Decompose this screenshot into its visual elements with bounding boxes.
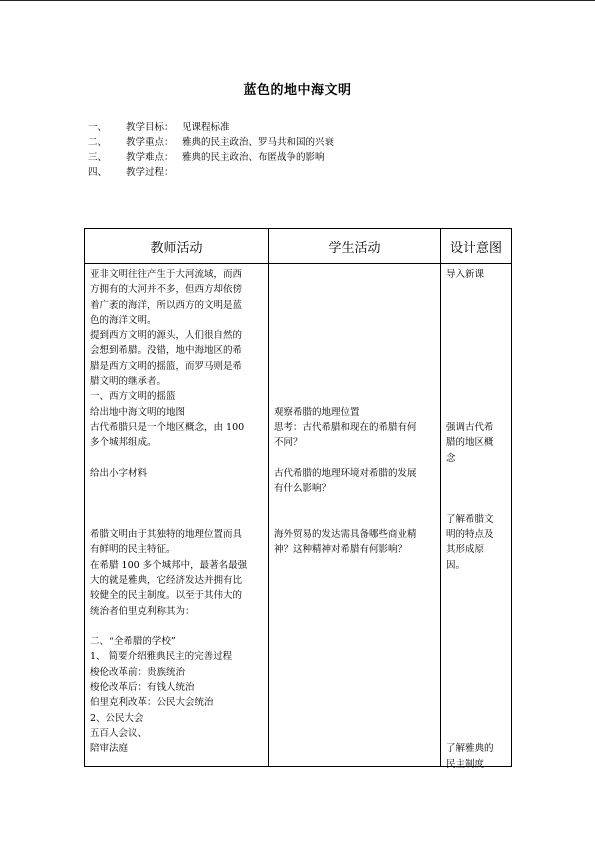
text-line: 多个城邦组成。 bbox=[90, 437, 157, 449]
text-line: 梭伦改革前：贵族统治 bbox=[90, 666, 186, 678]
text-line: 观察希腊的地理位置 bbox=[274, 406, 360, 418]
text-line: 一、西方文明的摇篮 bbox=[90, 391, 176, 403]
blank-line bbox=[446, 343, 510, 358]
blank-line bbox=[446, 695, 510, 710]
blank-line bbox=[446, 313, 510, 328]
lesson-outline bbox=[88, 120, 334, 180]
blank-line bbox=[274, 267, 438, 282]
blank-line bbox=[274, 512, 438, 527]
blank-line bbox=[90, 451, 266, 466]
text-line: 2、公民大会 bbox=[90, 712, 144, 724]
text-line: 陪审法庭 bbox=[90, 743, 129, 755]
text-line: 1、 简要介绍雅典民主的完善过程 bbox=[90, 651, 233, 663]
outline-label: 教学过程： bbox=[126, 167, 174, 178]
text-line: 色的海洋文明。 bbox=[90, 314, 157, 326]
blank-line bbox=[90, 619, 266, 634]
text-line: 腊文明的继承者。 bbox=[90, 376, 167, 388]
outline-number: 二、 bbox=[88, 137, 108, 148]
outline-item bbox=[88, 120, 334, 135]
outline-number: 一、 bbox=[88, 122, 108, 133]
text-line: 古代希腊的地理环境对希腊的发展 bbox=[274, 467, 417, 479]
blank-line bbox=[446, 481, 510, 496]
text-line: 给出地中海文明的地图 bbox=[90, 406, 186, 418]
blank-line bbox=[446, 573, 510, 588]
blank-line bbox=[446, 405, 510, 420]
column-divider bbox=[268, 229, 269, 766]
text-line: 方拥有的大河并不多，但西方却依傍 bbox=[90, 284, 243, 296]
outline-value: 见课程标准 bbox=[182, 122, 230, 133]
text-line: 因。 bbox=[446, 559, 466, 571]
outline-number: 三、 bbox=[88, 152, 108, 163]
blank-line bbox=[446, 649, 510, 664]
text-line: 海外贸易的发达需具备哪些商业精 bbox=[274, 529, 417, 541]
blank-line bbox=[274, 374, 438, 389]
blank-line bbox=[446, 604, 510, 619]
outline-label: 教学难点： bbox=[126, 152, 174, 163]
header-student-activity: 学生活动 bbox=[328, 240, 381, 256]
blank-line bbox=[446, 619, 510, 634]
blank-line bbox=[446, 466, 510, 481]
outline-value: 雅典的民主政治、罗马共和国的兴衰 bbox=[182, 137, 335, 148]
text-line: 腊的地区概 bbox=[446, 437, 494, 449]
blank-line bbox=[274, 328, 438, 343]
blank-line bbox=[446, 588, 510, 603]
blank-line bbox=[446, 665, 510, 680]
text-line: 会想到希腊。没错，地中海地区的希 bbox=[90, 345, 243, 357]
blank-line bbox=[90, 481, 266, 496]
text-line: 提到西方文明的源头，人们很自然的 bbox=[90, 330, 243, 342]
blank-line bbox=[90, 496, 266, 511]
page-title: 蓝色的地中海文明 bbox=[243, 83, 352, 98]
blank-line bbox=[274, 359, 438, 374]
outline-value: 雅典的民主政治、布匿战争的影响 bbox=[182, 152, 325, 163]
outline-label: 教学目标： bbox=[126, 122, 174, 133]
text-line: 腊是西方文明的摇篮，而罗马则是希 bbox=[90, 360, 243, 372]
blank-line bbox=[274, 451, 438, 466]
blank-line bbox=[446, 374, 510, 389]
blank-line bbox=[446, 389, 510, 404]
text-line: 着广袤的海洋，所以西方的文明是蓝 bbox=[90, 299, 243, 311]
header-design-intent: 设计意图 bbox=[449, 240, 502, 256]
teacher-activity-cell bbox=[90, 267, 266, 757]
outline-label: 教学重点： bbox=[126, 137, 174, 148]
blank-line bbox=[274, 298, 438, 313]
text-line: 二、“全希腊的学校” bbox=[90, 636, 176, 648]
outline-item bbox=[88, 135, 334, 150]
text-line: 在希腊 100 多个城邦中，最著名最强 bbox=[90, 559, 248, 571]
text-line: 思考：古代希腊和现在的希腊有何 bbox=[274, 421, 417, 433]
design-intent-cell bbox=[446, 267, 510, 772]
text-line: 较健全的民主制度。以至于其伟大的 bbox=[90, 590, 243, 602]
blank-line bbox=[446, 298, 510, 313]
text-line: 了解希腊文 bbox=[446, 513, 494, 525]
text-line: 不同？ bbox=[274, 437, 303, 449]
text-line: 念 bbox=[446, 452, 456, 464]
text-line: 统治者伯里克利称其为： bbox=[90, 605, 195, 617]
text-line: 有鲜明的民主特征。 bbox=[90, 544, 176, 556]
text-line: 了解雅典的 bbox=[446, 743, 494, 755]
blank-line bbox=[446, 496, 510, 511]
text-line: 伯里克利改革：公民大会统治 bbox=[90, 697, 214, 709]
blank-line bbox=[446, 282, 510, 297]
blank-line bbox=[274, 313, 438, 328]
page-top-rule bbox=[0, 0, 595, 1]
blank-line bbox=[274, 496, 438, 511]
blank-line bbox=[446, 726, 510, 741]
text-line: 强调古代希 bbox=[446, 421, 494, 433]
text-line: 梭伦改革后：有钱人统治 bbox=[90, 682, 195, 694]
text-line: 其形成原 bbox=[446, 544, 485, 556]
header-teacher-activity: 教师活动 bbox=[150, 240, 203, 256]
text-line: 明的特点及 bbox=[446, 529, 494, 541]
blank-line bbox=[274, 389, 438, 404]
outline-item bbox=[88, 165, 334, 180]
text-line: 神？这种精神对希腊有何影响？ bbox=[274, 544, 408, 556]
blank-line bbox=[274, 343, 438, 358]
blank-line bbox=[274, 282, 438, 297]
outline-number: 四、 bbox=[88, 167, 108, 178]
text-line: 大的就是雅典，它经济发达并拥有比 bbox=[90, 574, 243, 586]
text-line: 民主制度 bbox=[446, 758, 485, 770]
blank-line bbox=[446, 711, 510, 726]
lesson-plan-table bbox=[84, 228, 512, 770]
blank-line bbox=[446, 680, 510, 695]
text-line: 五百人会议、 bbox=[90, 727, 148, 739]
text-line: 亚非文明往往产生于大河流域，而西 bbox=[90, 269, 243, 280]
blank-line bbox=[90, 512, 266, 527]
text-line: 导入新课 bbox=[446, 269, 485, 280]
blank-line bbox=[446, 634, 510, 649]
text-line: 希腊文明由于其独特的地理位置而具 bbox=[90, 529, 243, 541]
blank-line bbox=[446, 328, 510, 343]
text-line: 给出小字材料 bbox=[90, 467, 148, 479]
text-line: 有什么影响？ bbox=[274, 483, 332, 495]
blank-line bbox=[446, 359, 510, 374]
outline-item bbox=[88, 150, 334, 165]
text-line: 古代希腊只是一个地区概念，由 100 bbox=[90, 421, 245, 433]
student-activity-cell bbox=[274, 267, 438, 558]
header-divider bbox=[85, 263, 511, 264]
column-divider bbox=[440, 229, 441, 766]
